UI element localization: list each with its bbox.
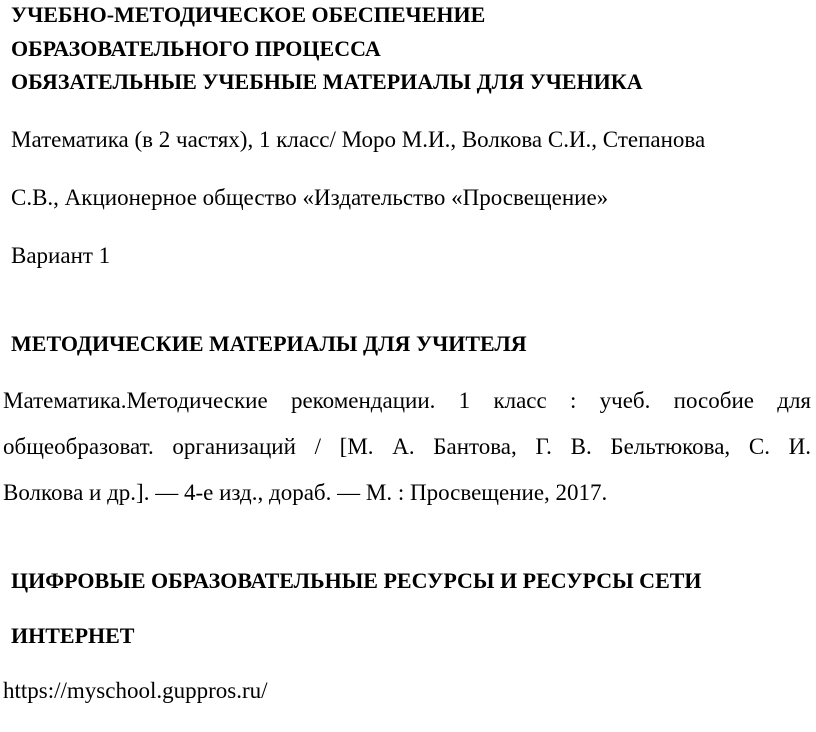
student-material-line-1: Математика (в 2 частях), 1 класс/ Моро М.И., Волкова С.И., Степанова [11, 127, 706, 152]
resource-url: https://myschool.guppros.ru/ [3, 678, 268, 703]
section-heading-digital-resources-line-2: ИНТЕРНЕТ [11, 623, 135, 648]
teacher-material-line-3: Волкова и др.]. — 4-е изд., дораб. — М. : Просвещение, 2017. [3, 480, 608, 505]
teacher-material-line-2: общеобразоват. организаций / [М. А. Бантова, Г. В. Бельтюкова, С. И. [3, 434, 811, 459]
section-heading-digital-resources-line-1: ЦИФРОВЫЕ ОБРАЗОВАТЕЛЬНЫЕ РЕСУРСЫ И РЕСУРСЫ СЕТИ [11, 568, 702, 593]
variant-label: Вариант 1 [11, 243, 111, 268]
section-heading-student-materials: ОБЯЗАТЕЛЬНЫЕ УЧЕБНЫЕ МАТЕРИАЛЫ ДЛЯ УЧЕНИКА [11, 69, 643, 94]
doc-title-line-1: УЧЕБНО-МЕТОДИЧЕСКОЕ ОБЕСПЕЧЕНИЕ [11, 2, 486, 27]
section-heading-teacher-materials: МЕТОДИЧЕСКИЕ МАТЕРИАЛЫ ДЛЯ УЧИТЕЛЯ [11, 331, 527, 356]
student-material-line-2: С.В., Акционерное общество «Издательство «Просвещение» [11, 185, 609, 210]
teacher-material-line-1: Математика.Методические рекомендации. 1 класс : учеб. пособие для [3, 388, 811, 413]
doc-title-line-2: ОБРАЗОВАТЕЛЬНОГО ПРОЦЕССА [11, 36, 381, 61]
